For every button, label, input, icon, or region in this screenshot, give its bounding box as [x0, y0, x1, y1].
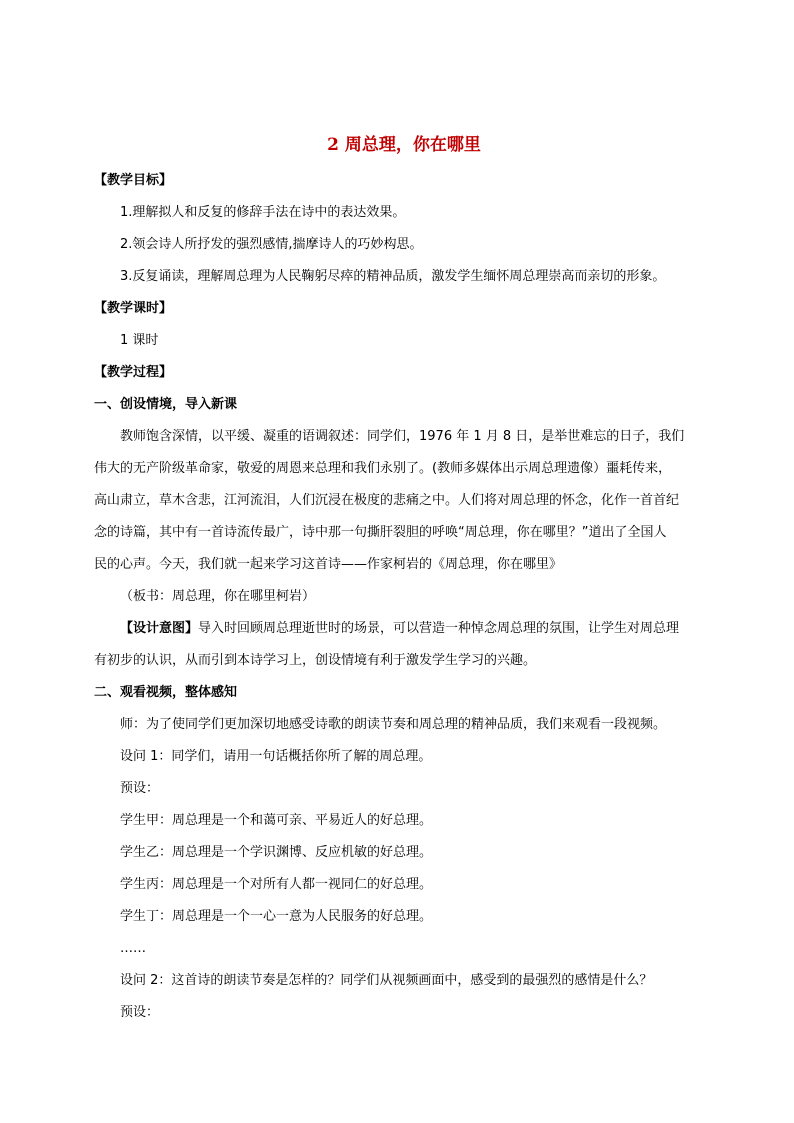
part2-lines	[94, 709, 714, 1029]
paragraph-line: 教师饱含深情，以平缓、凝重的语调叙述：同学们，1976 年 1 月 8 日，是举世难忘的日子，我们	[120, 429, 685, 444]
part1-paragraph	[94, 421, 714, 581]
part2-line: 设问 1：同学们，请用一句话概括你所了解的周总理。	[120, 749, 432, 764]
hours-heading: 【教学课时】	[94, 301, 173, 316]
part2-line: 学生乙：周总理是一个学识渊博、反应机敏的好总理。	[120, 845, 433, 860]
part2-line: 预设：	[120, 1005, 160, 1020]
goal-item: 1.理解拟人和反复的修辞手法在诗中的表达效果。	[120, 205, 406, 220]
process-heading: 【教学过程】	[94, 365, 173, 380]
part1-heading: 一、创设情境，导入新课	[94, 397, 238, 412]
part2-heading: 二、观看视频，整体感知	[94, 685, 238, 700]
design-line-2: 有初步的认识，从而引到本诗学习上，创设情境有利于激发学生学习的兴趣。	[94, 653, 537, 668]
paragraph-line: 伟大的无产阶级革命家，敬爱的周恩来总理和我们永别了。(教师多媒体出示周总理遗像）噩耗传来，	[94, 461, 672, 476]
part2-line: 预设：	[120, 781, 160, 796]
part2-line: 学生丁：周总理是一个一心一意为人民服务的好总理。	[120, 909, 433, 924]
paragraph-line: 高山肃立，草木含悲，江河流泪，人们沉浸在极度的悲痛之中。人们将对周总理的怀念，化作一首首纪	[94, 493, 680, 508]
part2-line: 设问 2：这首诗的朗读节奏是怎样的？同学们从视频画面中，感受到的最强烈的感情是什么？	[120, 973, 653, 988]
part2-line: 学生甲：周总理是一个和蔼可亲、平易近人的好总理。	[120, 813, 433, 828]
document-body	[94, 133, 714, 1029]
design-label: 【设计意图】	[120, 621, 199, 636]
hours-text: 1 课时	[120, 333, 159, 348]
part2-line: 学生丙：周总理是一个对所有人都一视同仁的好总理。	[120, 877, 433, 892]
goal-item: 2.领会诗人所抒发的强烈感情,揣摩诗人的巧妙构思。	[120, 237, 423, 252]
page-title: 2 周总理，你在哪里	[327, 135, 481, 155]
goals-heading: 【教学目标】	[94, 173, 173, 188]
board-note: （板书：周总理，你在哪里柯岩）	[120, 589, 316, 604]
design-line-1	[94, 613, 714, 645]
part2-line: 师：为了使同学们更加深切地感受诗歌的朗读节奏和周总理的精神品质，我们来观看一段视频。	[120, 717, 667, 732]
goals-list	[94, 197, 714, 293]
design-text: 导入时回顾周总理逝世时的场景，可以营造一种悼念周总理的氛围，让学生对周总理	[198, 621, 680, 636]
goal-item: 3.反复诵读，理解周总理为人民鞠躬尽瘁的精神品质，激发学生缅怀周总理崇高而亲切的形象。	[120, 269, 666, 284]
paragraph-line: 民的心声。今天，我们就一起来学习这首诗——作家柯岩的《周总理，你在哪里》	[94, 557, 563, 572]
part2-line: ……	[120, 941, 146, 956]
design-intent	[94, 613, 714, 677]
paragraph-line: 念的诗篇，其中有一首诗流传最广，诗中那一句撕肝裂胆的呼唤“周总理，你在哪里？”道出了全国人	[94, 525, 667, 540]
